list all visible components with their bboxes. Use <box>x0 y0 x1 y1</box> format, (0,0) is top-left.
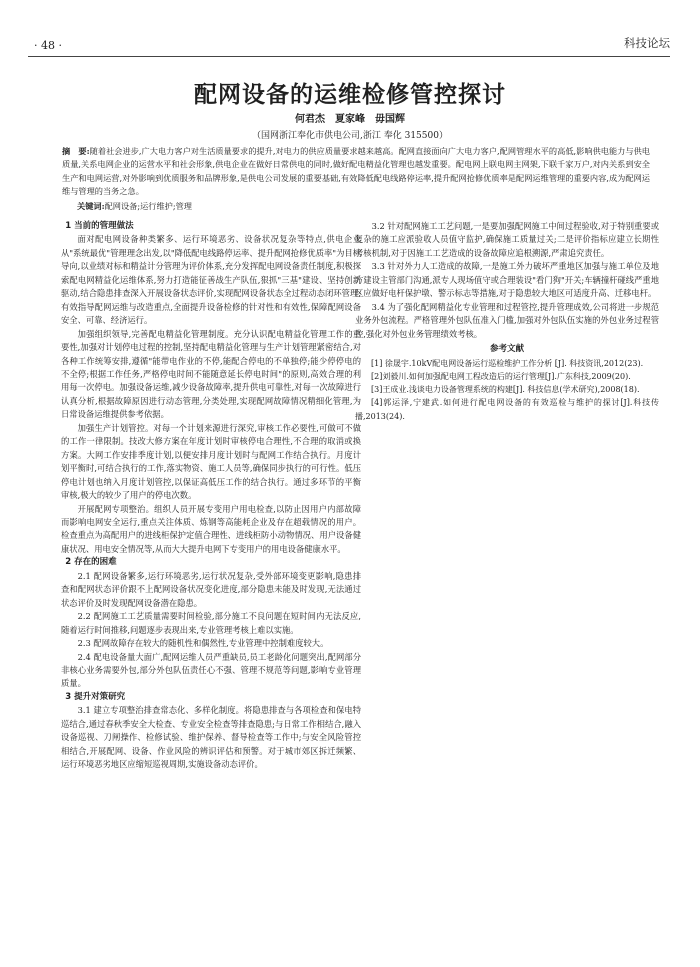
page-header <box>28 34 670 57</box>
abstract-text: 随着社会进步,广大电力客户对生活质量要求的提升,对电力的供应质量要求越来越高。配网直接面向广大电力客户,配网管理水平的高低,影响供电能力与供电质量,关系电网企业的运营水平和社会形象,供电企业在做好日常供电的同时,做好配电精益化管理也越发重要。配电网上联电网主网架,下联千家万户,对内关系到安全生产和电网运营,对外影响到优质服务和品牌形象,是供电公司发展的重要基础,有效降低配电线路停运率,提升配网抢修优质率是配网运维管理的重要内容,成为配网运维与管理的当务之急。 <box>62 146 650 197</box>
keywords-text: 配网设备;运行维护;管理 <box>104 201 192 211</box>
paragraph: 加强生产计划管控。对每一个计划来源进行深究,审核工作必要性,可做可不做的工作一律限制。技改大修方案在年度计划时审核停电合理性,不合理的取消或换方案。大网工作安排季度计划,以便安排月度计划时与配网工作结合执行。月度计划平衡时,可结合执行的工作,落实物资、施工人员等,确保同步执行的可行性。低压停电计划也纳入月度计划管控,以保证高低压工作的结合执行。通过多环节的平衡审核,极大的较少了用户的停电次数。 <box>61 422 361 501</box>
paragraph: 2.1 配网设备繁多,运行环境恶劣,运行状况复杂,受外部环境变更影响,隐患排查和配网状态评价跟不上配网设备状况变化进度,部分隐患未能及时发现,无法通过状态评价及时发现配网设备潜在隐患。 <box>61 570 361 608</box>
section-title: 2 存在的困难 <box>65 557 117 568</box>
authors: 何君杰 夏家峰 毋国辉 <box>295 114 405 125</box>
paragraph: 2.4 配电设备量大面广,配网运维人员严重缺员,员工老龄化问题突出,配网部分非核心业务需要外包,部分外包队伍责任心不强、管理不规范等问题,影响专业管理质量。 <box>61 651 361 689</box>
page-number: · 48 · <box>34 39 62 52</box>
reference-item: [4]郭运泽,宁建武.如何进行配电网设备的有效巡检与维护的探讨[J].科技传播,2013(24). <box>355 398 659 421</box>
reference-item: [2]刘毅川.如何加强配电网工程改造后的运行管理[J].广东科技,2009(20). <box>371 371 631 381</box>
keywords <box>77 201 192 212</box>
affiliation: （国网浙江奉化市供电公司,浙江 奉化 315500） <box>252 131 448 141</box>
reference-item: [1] 徐晟宇.10kV配电网设备运行巡检维护工作分析 [J]. 科技资讯,2012(23). <box>371 358 644 368</box>
references-title: 参考文献 <box>489 344 524 355</box>
right-column <box>355 220 659 423</box>
paragraph: 加强组织领导,完善配电精益化管理制度。充分认识配电精益化管理工作的重要性,加强对计划停电过程的控制,坚持配电精益化管理与生产计划管理紧密结合,对各种工作统筹安排,遵循"能带电作业的不停,能配合停电的不单独停;能少停停电的不全停;根据工作任务,严格停电时间不能随意延长停电时间"的原则,高效合理的利用每一次停电。加强设备运维,减少设备故障率,提升供电可靠性,对每一次故障进行认真分析,根据故障原因进行动态管理,分类处理,实现配网故障情况精细化管理,为日常设备运维提供参考依据。 <box>61 328 361 420</box>
paragraph: 3.3 针对外力人工造成的故障,一是施工外力破坏严重地区加强与施工单位及地方建设主管部门沟通,派专人现场值守或合理装设"看门狗"开关;车辆撞杆碰线严重地区应做好电杆保护墩、警示标志等措施,对于隐患较大地区可适度升高、迁移电杆。 <box>355 261 659 299</box>
paragraph: 2.3 配网故障存在较大的随机性和偶然性,专业管理中控制难度较大。 <box>77 638 329 649</box>
paragraph: 开展配网专项整治。组织人员开展专变用户用电检查,以防止因用户内部故障而影响电网安全运行,重点关注体质、炼钢等高能耗企业及存在超载情况的用户。检查重点为高配用户的进线柜保护定值合理性、进线柜防小动物情况、用户设备健康状况、用电安全情况等,从而大大提升电网下专变用户的用电设备健康水平。 <box>61 503 361 554</box>
paragraph: 3.2 针对配网施工工艺问题,一是要加强配网施工中间过程验收,对于特别重要或复杂的施工应派验收人员值守监护,确保施工质量过关;二是评价指标应建立长期性考核机制,对于因施工工艺造成的设备故障应追根溯源,严肃追究责任。 <box>355 221 659 258</box>
paragraph: 3.4 为了强化配网精益化专业管理和过程管控,提升管理成效,公司将进一步规范业务外包流程。严格管理外包队伍准入门槛,加强对外包队伍实施的外包业务过程管控,强化对外包业务管理绩效考核。 <box>355 301 659 339</box>
section-title: 1 当前的管理做法 <box>65 221 134 231</box>
reference-item: [3]王成业.浅谈电力设备管理系统的构建[J]. 科技信息(学术研究),2008(18). <box>371 385 640 395</box>
section-title: 3 提升对策研究 <box>65 691 126 702</box>
paragraph: 2.2 配网施工工艺质量需要时间检验,部分施工不良问题在短时间内无法反应,随着运行时间推移,问题逐步表现出来,专业管理考核上难以实施。 <box>61 611 361 635</box>
abstract <box>62 145 650 199</box>
article-title: 配网设备的运维检修管控探讨 <box>194 82 506 108</box>
paragraph: 面对配电网设备种类繁多、运行环境恶劣、设备状况复杂等特点,供电企业从"系统最优"管理理念出发,以"降低配电线路停运率、提升配网抢修优质率"为目标导向,以业绩对标和精益计分管理为评价体系,充分发挥配电网设备责任制度,积极探索配电网精益化运维体系,努力打造能征善战生产队伍,狠抓"三基"建设、坚持创新驱动,结合隐患排查深入开展设备状态评价,实现配网设备状态全过程动态闭环管理,有效指导配网运维与改造重点,全面提升设备检修的针对性和有效性,保障配网设备安全、可靠、经济运行。 <box>61 234 361 326</box>
left-column <box>61 220 361 772</box>
keywords-label: 关键词: <box>77 201 105 211</box>
paragraph: 3.1 建立专项整治排查常态化、多样化制度。将隐患排查与各项检查和保电特巡结合,通过春秋季安全大检查、专业安全检查等排查隐患;与日常工作相结合,融入设备巡视、刀闸操作、检修试验、维护保养、督导检查等工作中;与安全风险管控相结合,开展配网、设备、作业风险的辨识评估和预警。对于城市郊区拆迁频繁、运行环境恶劣地区应缩短巡视周期,实施设备动态评价。 <box>61 705 361 770</box>
journal-section: 科技论坛 <box>624 36 670 50</box>
abstract-label: 摘 要: <box>62 146 90 156</box>
